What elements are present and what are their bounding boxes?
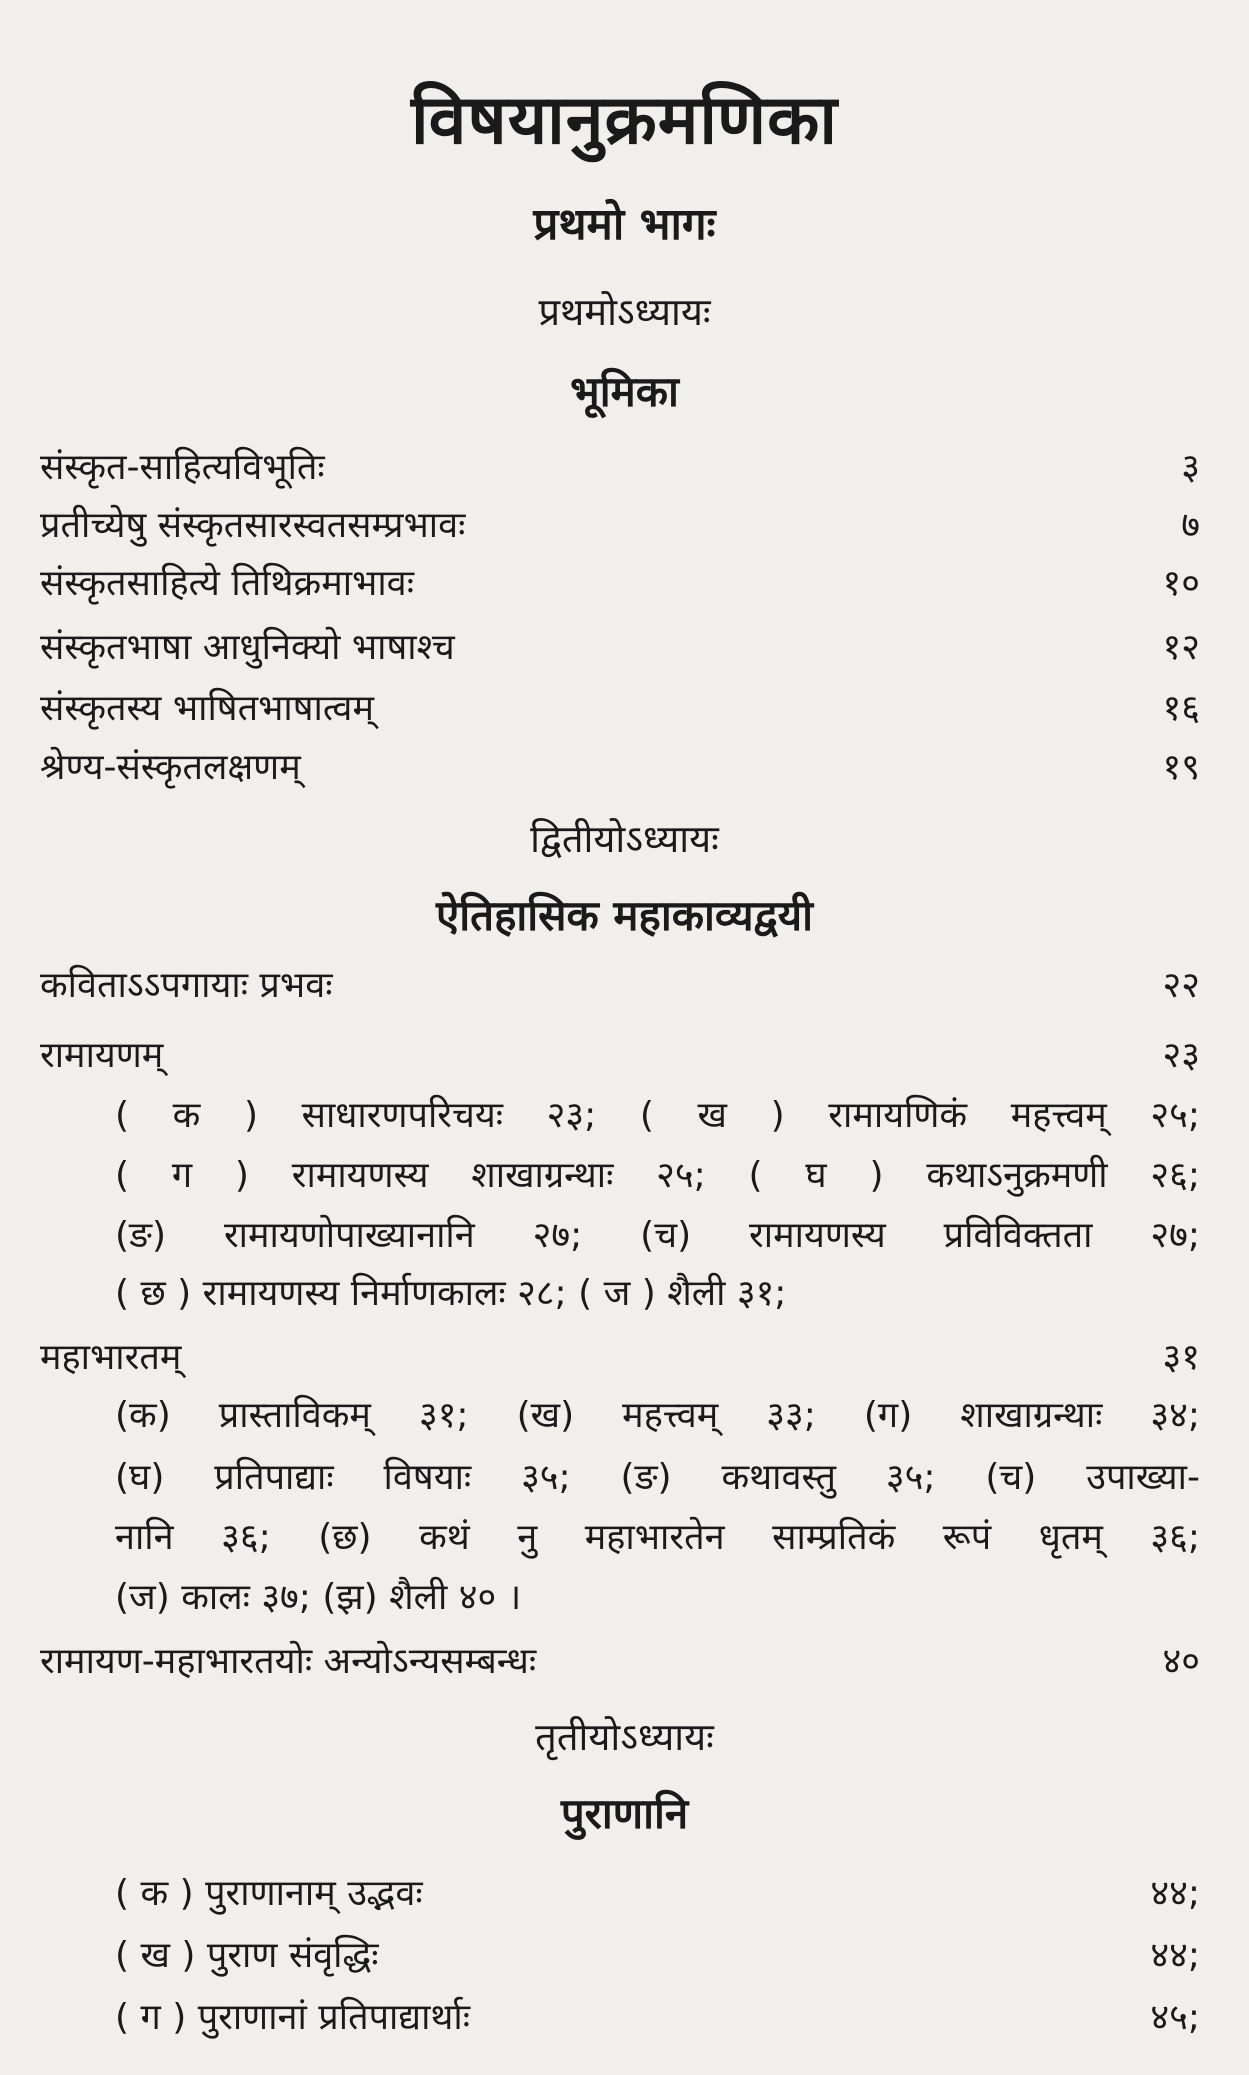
toc-entry-text: रामायण-महाभारतयोः अन्योऽन्यसम्बन्धः bbox=[40, 1641, 537, 1682]
chapter-3-heading: तृतीयोऽध्यायः bbox=[535, 1715, 714, 1759]
chapter-2-section: ऐतिहासिक महाकाव्यद्वयी bbox=[436, 891, 813, 940]
toc-entry-page: १२ bbox=[1162, 627, 1200, 668]
toc-entry bbox=[40, 1030, 1200, 1082]
toc-entry-page: ४५; bbox=[1150, 1997, 1200, 2038]
toc-entry bbox=[40, 683, 1200, 735]
chapter-2-heading: द्वितीयोऽध्यायः bbox=[530, 817, 719, 861]
toc-subentry-line: ( ग ) रामायणस्य शाखाग्रन्थाः २५; ( घ ) कथाऽनुक्रमणी २६; bbox=[115, 1155, 1200, 1196]
page-title: विषयानुक्रमणिका bbox=[410, 81, 839, 160]
toc-entry-text: संस्कृत-साहित्यविभूतिः bbox=[40, 447, 325, 488]
toc-subentry-line: ( क ) साधारणपरिचयः २३; ( ख ) रामायणिकं महत्त्वम् २५; bbox=[115, 1095, 1200, 1136]
toc-entry-text: ( ग ) पुराणानां प्रतिपाद्यार्थाः bbox=[115, 1997, 470, 2038]
toc-entry-text: प्रतीच्येषु संस्कृतसारस्वतसम्प्रभावः bbox=[40, 505, 466, 546]
toc-entry bbox=[40, 1332, 1200, 1384]
toc-entry bbox=[40, 622, 1200, 674]
toc-entry bbox=[40, 442, 1200, 494]
toc-entry-page: ४४; bbox=[1150, 1873, 1200, 1914]
toc-entry-text: ( क ) पुराणानाम् उद्भवः bbox=[115, 1873, 423, 1914]
toc-entry-page: ७ bbox=[1181, 505, 1200, 546]
toc-entry bbox=[40, 558, 1200, 610]
toc-entry-text: ( ख ) पुराण संवृद्धिः bbox=[115, 1935, 379, 1976]
chapter-3-section: पुराणानि bbox=[560, 1789, 689, 1838]
toc-entry bbox=[40, 500, 1200, 552]
toc-entry-text: श्रेण्य-संस्कृतलक्षणम् bbox=[40, 747, 301, 788]
toc-entry-page: ४४; bbox=[1150, 1935, 1200, 1976]
toc-entry-text: संस्कृतसाहित्ये तिथिक्रमाभावः bbox=[40, 563, 414, 604]
toc-entry bbox=[115, 1930, 1200, 1982]
toc-entry-text: संस्कृतस्य भाषितभाषात्वम् bbox=[40, 688, 374, 729]
toc-entry-page: २३ bbox=[1162, 1035, 1200, 1076]
toc-entry-page: ३ bbox=[1181, 447, 1200, 488]
toc-subentry-line: नानि ३६; (छ) कथं नु महाभारतेन साम्प्रतिकं रूपं धृतम् ३६; bbox=[115, 1517, 1200, 1558]
toc-entry bbox=[40, 1636, 1200, 1688]
chapter-1-section: भूमिका bbox=[570, 367, 679, 416]
toc-entry bbox=[115, 1992, 1200, 2044]
toc-entry-text: संस्कृतभाषा आधुनिक्यो भाषाश्च bbox=[40, 627, 455, 668]
toc-entry-page: २२ bbox=[1162, 965, 1200, 1006]
toc-entry-page: ३१ bbox=[1162, 1337, 1200, 1378]
toc-subentry-line: (क) प्रास्ताविकम् ३१; (ख) महत्त्वम् ३३; (ग) शाखाग्रन्थाः ३४; bbox=[115, 1395, 1200, 1436]
toc-entry bbox=[40, 742, 1200, 794]
chapter-1-heading: प्रथमोऽध्यायः bbox=[538, 290, 711, 334]
toc-entry-page: १० bbox=[1162, 563, 1200, 604]
toc-entry-text: महाभारतम् bbox=[40, 1337, 182, 1378]
toc-subentry-line: ( छ ) रामायणस्य निर्माणकालः २८; ( ज ) शैली ३१; bbox=[115, 1273, 787, 1314]
toc-subentry-line: (घ) प्रतिपाद्याः विषयाः ३५; (ङ) कथावस्तु ३५; (च) उपाख्या- bbox=[115, 1457, 1200, 1498]
toc-entry-page: ४० bbox=[1162, 1641, 1200, 1682]
toc-entry bbox=[40, 960, 1200, 1012]
toc-entry-page: १६ bbox=[1162, 688, 1200, 729]
toc-subentry-line: (ज) कालः ३७; (झ) शैली ४० । bbox=[115, 1577, 522, 1618]
toc-entry bbox=[115, 1868, 1200, 1920]
toc-entry-page: १९ bbox=[1162, 747, 1200, 788]
toc-subentry-line: (ङ) रामायणोपाख्यानानि २७; (च) रामायणस्य प्रविविक्तता २७; bbox=[115, 1215, 1200, 1256]
toc-entry-text: रामायणम् bbox=[40, 1035, 164, 1076]
part-heading: प्रथमो भागः bbox=[533, 199, 716, 250]
toc-entry-text: कविताऽऽपगायाः प्रभवः bbox=[40, 965, 333, 1006]
